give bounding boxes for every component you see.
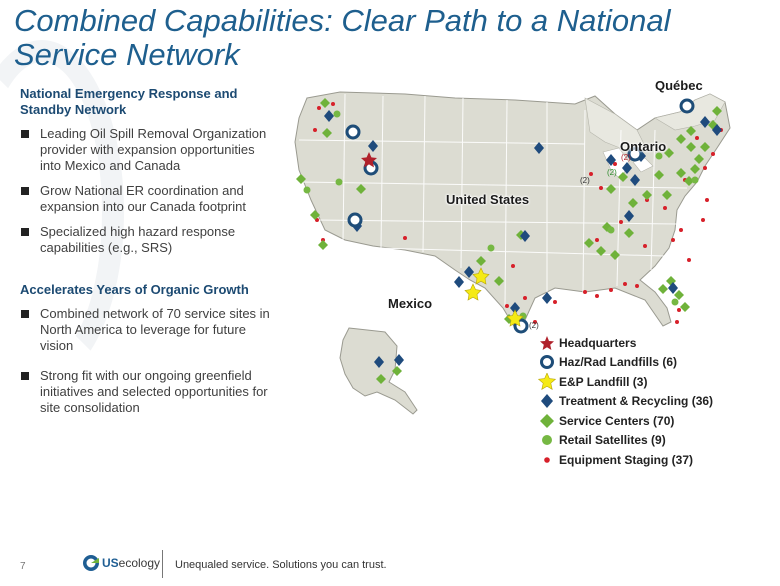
- bullet-item: Combined network of 70 service sites in North America to leverage for future vision: [20, 306, 278, 354]
- bullet-item: Strong fit with our ongoing greenfield initiatives and selected opportunities for site consolidation: [20, 368, 278, 416]
- footer-divider: [162, 550, 163, 578]
- map-legend: [535, 333, 713, 470]
- alaska-landmass: [340, 328, 417, 414]
- map-label-quebec: Québec: [655, 78, 703, 93]
- map-label-united-states: United States: [446, 192, 530, 207]
- retail-circle-icon: [535, 431, 559, 449]
- annotation-2: (2): [607, 168, 617, 177]
- landfill-circle-icon: [535, 353, 559, 371]
- legend-item-landfills: Haz/Rad Landfills (6): [535, 353, 713, 373]
- legend-item-ep-landfill: E&P Landfill (3): [535, 372, 713, 392]
- left-text-column: [20, 86, 278, 425]
- map-label-mexico: Mexico: [388, 296, 433, 311]
- annotation-2: (2): [580, 176, 590, 185]
- annotation-2: (2): [529, 321, 539, 330]
- legend-item-retail: Retail Satellites (9): [535, 431, 713, 451]
- legend-item-staging: Equipment Staging (37): [535, 450, 713, 470]
- logo-mark-icon: [82, 554, 100, 572]
- map-label-ontario: Ontario: [620, 139, 667, 154]
- bullet-item: Grow National ER coordination and expansion into our Canada footprint: [20, 183, 278, 215]
- footer: [0, 546, 780, 586]
- service-diamond-icon: [535, 412, 559, 430]
- legend-item-service-centers: Service Centers (70): [535, 411, 713, 431]
- us-landmass: [295, 92, 730, 328]
- staging-dot-icon: [535, 451, 559, 469]
- page-number: 7: [20, 561, 26, 572]
- bullet-item: Specialized high hazard response capabilities (e.g., SRS): [20, 224, 278, 256]
- ep-landfill-star-icon: [535, 373, 559, 391]
- headquarters-star-icon: [535, 334, 559, 352]
- section-heading-emergency: National Emergency Response and Standby Network: [20, 86, 238, 117]
- treatment-diamond-icon: [535, 392, 559, 410]
- bullet-square-icon: [21, 228, 29, 236]
- annotation-2: (2): [621, 153, 631, 162]
- bullet-square-icon: [21, 310, 29, 318]
- us-ecology-logo: US ecology: [82, 554, 160, 572]
- footer-tagline: Unequaled service. Solutions you can trust.: [175, 559, 387, 571]
- legend-item-headquarters: Headquarters: [535, 333, 713, 353]
- bullet-item: Leading Oil Spill Removal Organization provider with expansion opportunities into Mexico and Canada: [20, 126, 278, 174]
- page-title: Combined Capabilities: Clear Path to a National Service Network: [14, 3, 671, 72]
- bullet-square-icon: [21, 187, 29, 195]
- section-heading-growth: Accelerates Years of Organic Growth: [20, 282, 249, 297]
- bullet-square-icon: [21, 372, 29, 380]
- legend-item-treatment: Treatment & Recycling (36): [535, 392, 713, 412]
- bullet-square-icon: [21, 130, 29, 138]
